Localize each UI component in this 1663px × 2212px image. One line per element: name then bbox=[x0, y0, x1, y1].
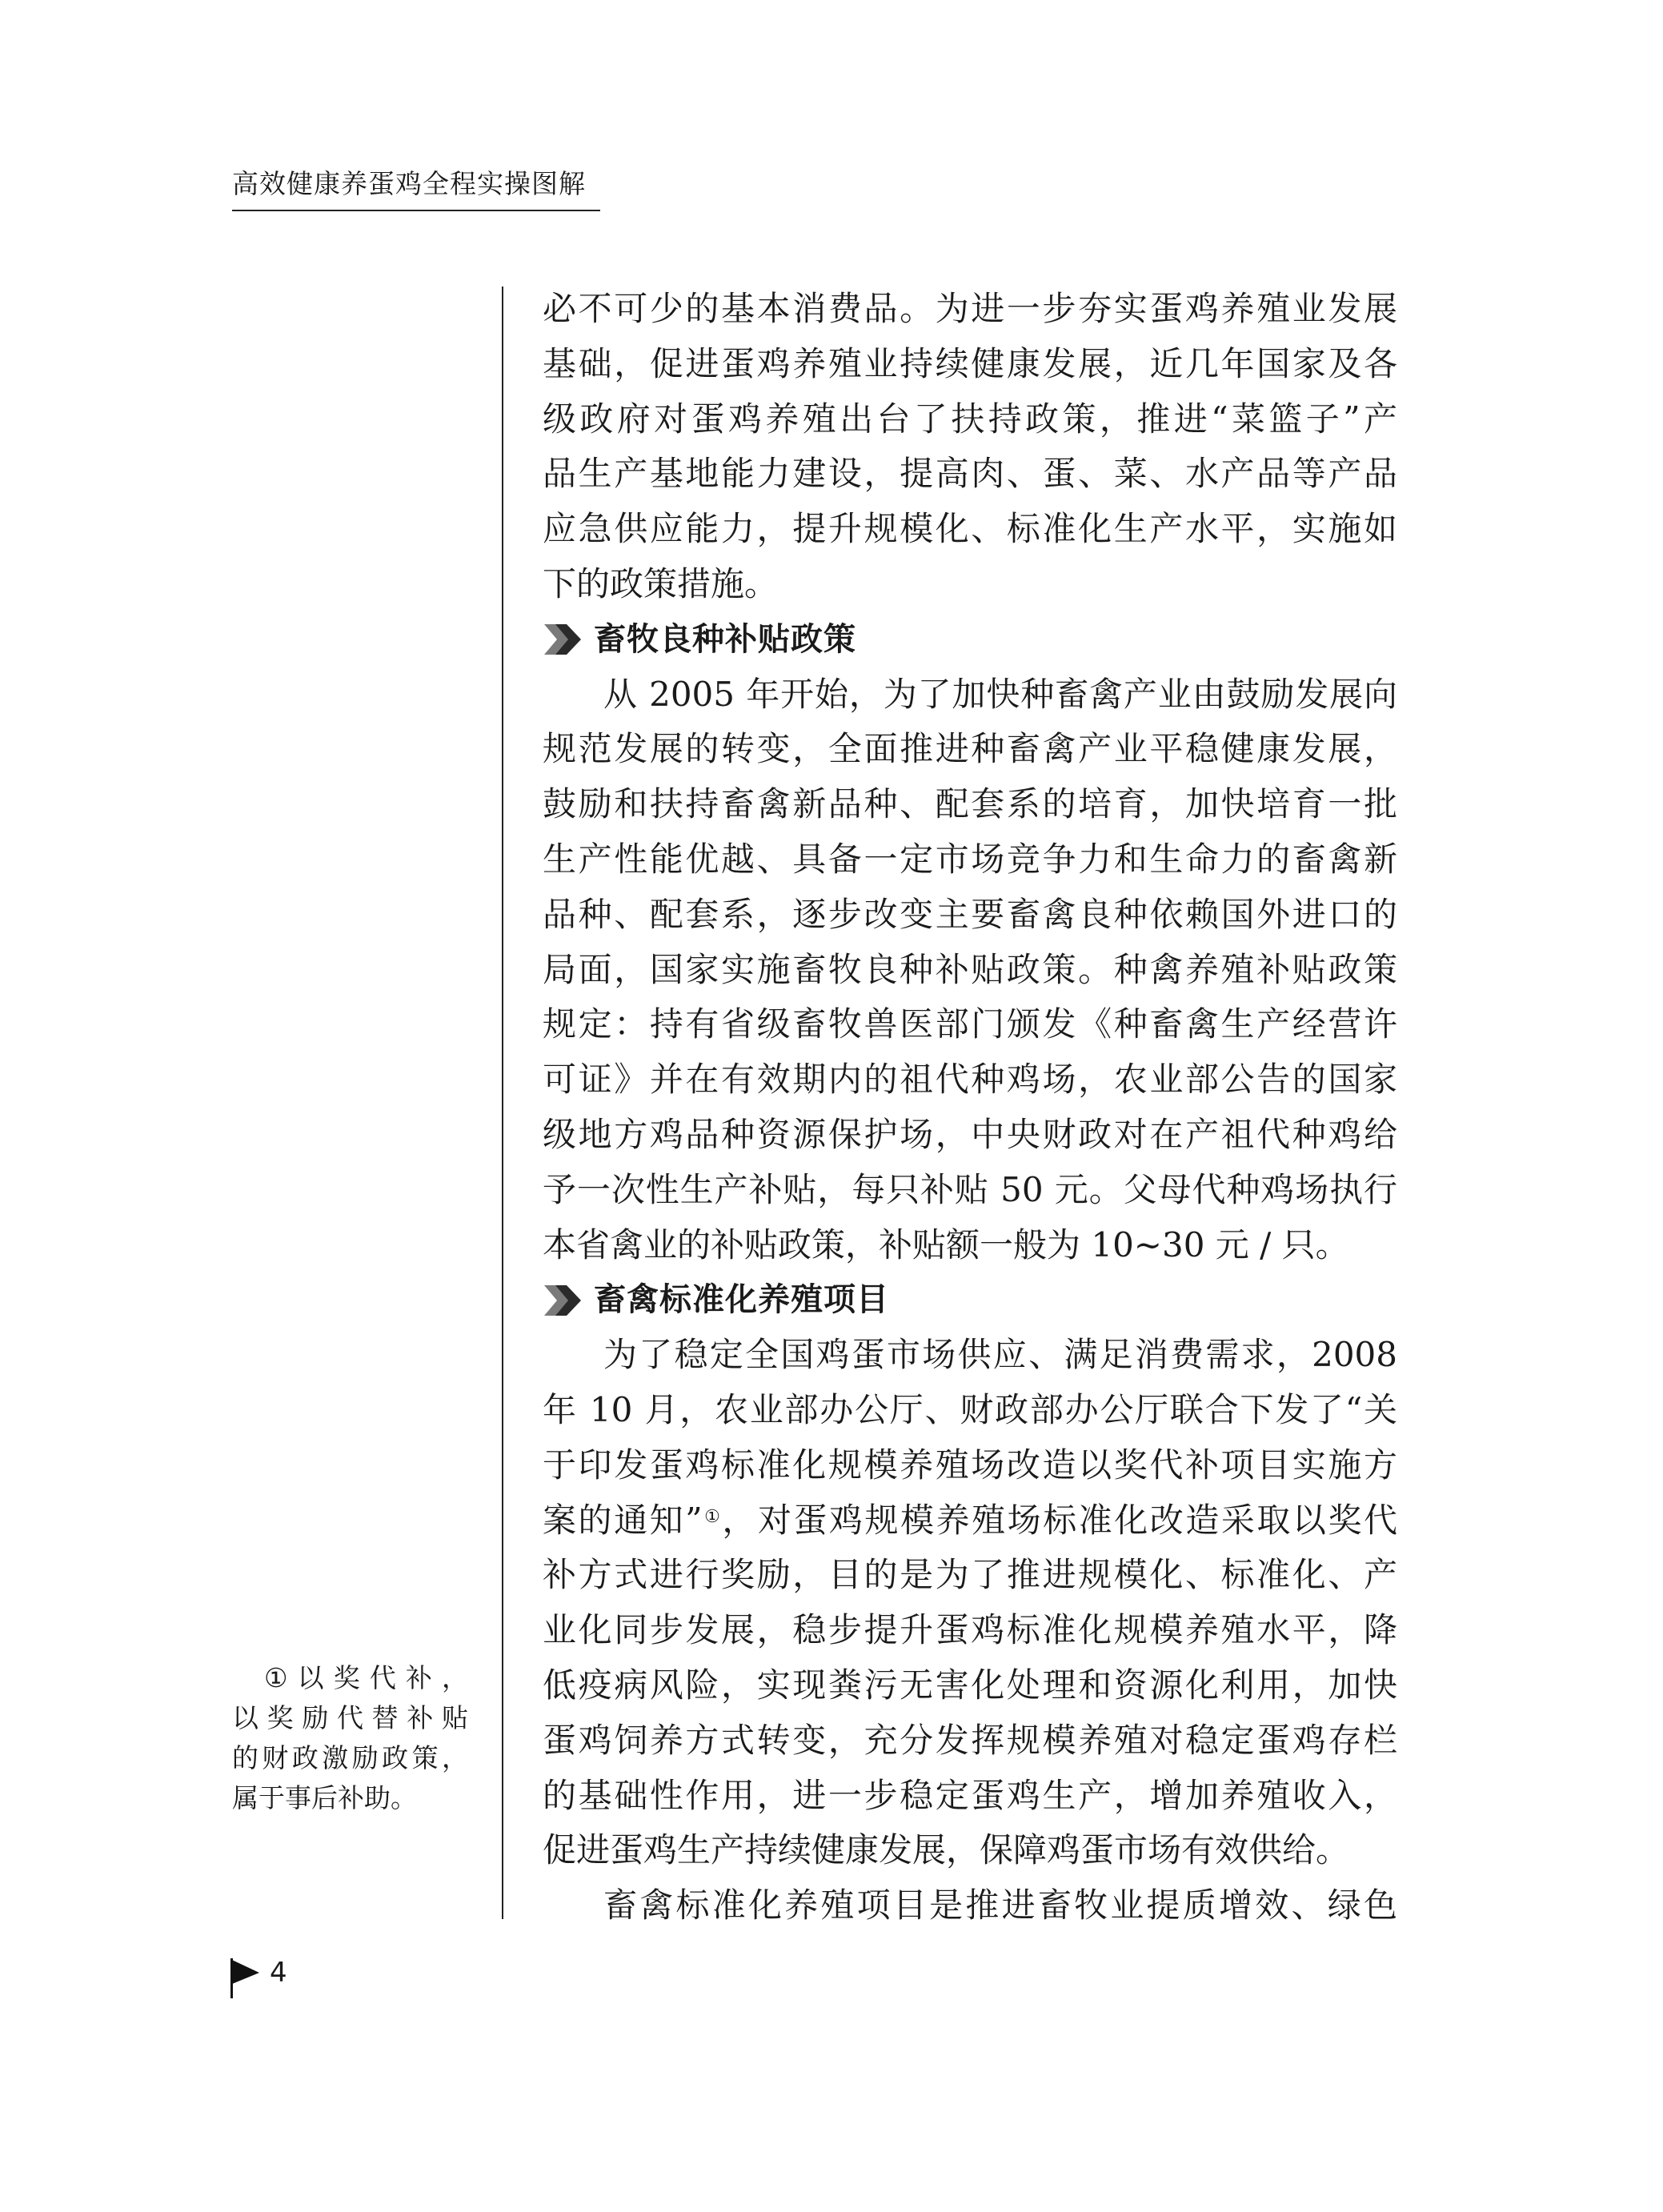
margin-note-line: 的财政激励政策， bbox=[232, 1742, 468, 1773]
paragraph-line: 从 2005 年开始，为了加快种畜禽产业由鼓励发展向 bbox=[603, 674, 1397, 714]
paragraph-line: 规范发展的转变，全面推进种畜禽产业平稳健康发展， bbox=[543, 729, 1397, 769]
paragraph-line: 畜禽标准化养殖项目是推进畜牧业提质增效、绿色 bbox=[603, 1885, 1397, 1925]
paragraph-line: 补方式进行奖励，目的是为了推进规模化、标准化、产 bbox=[543, 1555, 1397, 1595]
paragraph-line: 为了稳定全国鸡蛋市场供应、满足消费需求，2008 bbox=[603, 1335, 1397, 1375]
margin-note bbox=[232, 1658, 468, 1818]
running-head-rule bbox=[232, 210, 600, 211]
section-heading-2 bbox=[543, 1272, 1397, 1328]
paragraph-line: 规定：持有省级畜牧兽医部门颁发《种畜禽生产经营许 bbox=[543, 1004, 1397, 1044]
flag-icon bbox=[230, 1957, 260, 1998]
page-footer bbox=[230, 1957, 287, 1998]
paragraph-line: 促进蛋鸡生产持续健康发展，保障鸡蛋市场有效供给。 bbox=[543, 1830, 1350, 1870]
double-arrow-icon bbox=[543, 623, 583, 656]
intro-line: 下的政策措施。 bbox=[543, 563, 779, 603]
intro-line: 品生产基地能力建设，提高肉、蛋、菜、水产品等产品 bbox=[543, 454, 1397, 494]
intro-line: 级政府对蛋鸡养殖出台了扶持政策，推进“菜篮子”产 bbox=[543, 399, 1397, 439]
margin-note-line: ①以奖代补， bbox=[264, 1662, 468, 1693]
paragraph-line: 鼓励和扶持畜禽新品种、配套系的培育，加快培育一批 bbox=[543, 784, 1397, 824]
column-divider bbox=[502, 287, 503, 1919]
paragraph-line-with-note bbox=[543, 1493, 1397, 1549]
paragraph-line: 生产性能优越、具备一定市场竞争力和生命力的畜禽新 bbox=[543, 839, 1397, 879]
paragraph-line: 于印发蛋鸡标准化规模养殖场改造以奖代补项目实施方 bbox=[543, 1445, 1397, 1485]
paragraph-line: 年 10 月，农业部办公厅、财政部办公厅联合下发了“关 bbox=[543, 1389, 1397, 1429]
paragraph-line: 低疫病风险，实现粪污无害化处理和资源化利用，加快 bbox=[543, 1665, 1397, 1705]
intro-line: 必不可少的基本消费品。为进一步夯实蛋鸡养殖业发展 bbox=[543, 289, 1397, 328]
section-heading-text: 畜禽标准化养殖项目 bbox=[594, 1281, 889, 1319]
margin-note-line: 属于事后补助。 bbox=[232, 1782, 417, 1813]
paragraph-line: 级地方鸡品种资源保护场，中央财政对在产祖代种鸡给 bbox=[543, 1114, 1397, 1154]
intro-line: 应急供应能力，提升规模化、标准化生产水平，实施如 bbox=[543, 509, 1397, 549]
note-line-head: 案的通知” bbox=[543, 1500, 703, 1540]
page-number: 4 bbox=[270, 1957, 287, 1989]
paragraph-line: 蛋鸡饲养方式转变，充分发挥规模养殖对稳定蛋鸡存栏 bbox=[543, 1720, 1397, 1760]
paragraph-line: 的基础性作用，进一步稳定蛋鸡生产，增加养殖收入， bbox=[543, 1775, 1397, 1815]
intro-line: 基础，促进蛋鸡养殖业持续健康发展，近几年国家及各 bbox=[543, 343, 1397, 383]
section-heading-text: 畜牧良种补贴政策 bbox=[594, 620, 856, 658]
margin-note-line: 以奖励代替补贴 bbox=[232, 1702, 468, 1733]
paragraph-line: 可证》并在有效期内的祖代种鸡场，农业部公告的国家 bbox=[543, 1060, 1397, 1100]
double-arrow-icon bbox=[543, 1284, 583, 1317]
paragraph-line: 本省禽业的补贴政策，补贴额一般为 10~30 元 / 只。 bbox=[543, 1224, 1349, 1264]
running-head-title: 高效健康养蛋鸡全程实操图解 bbox=[232, 168, 586, 199]
paragraph-line: 业化同步发展，稳步提升蛋鸡标准化规模养殖水平，降 bbox=[543, 1610, 1397, 1650]
paragraph-line: 品种、配套系，逐步改变主要畜禽良种依赖国外进口的 bbox=[543, 894, 1397, 934]
footnote-marker: ① bbox=[702, 1506, 723, 1527]
section-heading-1 bbox=[543, 612, 1397, 667]
main-text-column bbox=[543, 282, 1397, 1933]
paragraph-line: 予一次性生产补贴，每只补贴 50 元。父母代种鸡场执行 bbox=[543, 1169, 1397, 1209]
paragraph-line: 局面，国家实施畜牧良种补贴政策。种禽养殖补贴政策 bbox=[543, 949, 1397, 989]
note-line-tail: ，对蛋鸡规模养殖场标准化改造采取以奖代 bbox=[722, 1500, 1397, 1540]
